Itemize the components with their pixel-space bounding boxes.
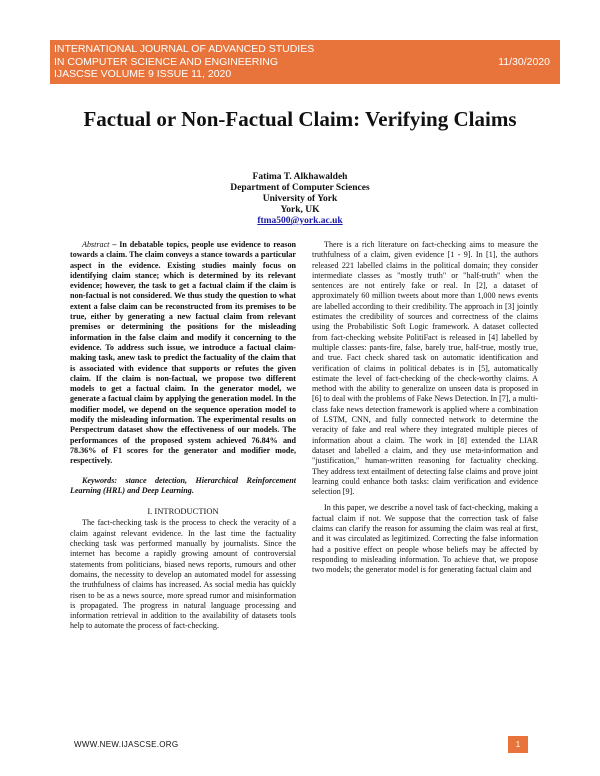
page-number: 1: [508, 736, 528, 753]
author-email-link[interactable]: ftma500@york.ac.uk: [257, 216, 343, 226]
footer-website-link[interactable]: WWW.NEW.IJASCSE.ORG: [74, 740, 179, 749]
contribution-paragraph: In this paper, we describe a novel task of fact-checking, making a factual claim if not. We suppose that the correction task of false claims can clarify the reason for assuming the claim was real at first, and it was circulated as legitimized. Correcting the false information had a positive effect on people whose beliefs may be affected by responding to misleading information. To achieve that, we propose two models; the generator model is for generating factual claim and: [312, 503, 538, 575]
author-university: University of York: [262, 194, 338, 204]
author-department: Department of Computer Sciences: [230, 183, 370, 193]
paper-title: Factual or Non-Factual Claim: Verifying Claims: [83, 107, 517, 131]
abstract: [70, 240, 296, 467]
keywords: Keywords: stance detection, Hierarchical Reinforcement Learning (HRL) and Deep Learning.: [70, 475, 296, 495]
journal-banner: [50, 40, 560, 84]
journal-name-line2: IN COMPUTER SCIENCE AND ENGINEERING: [54, 55, 279, 68]
author-name: Fatima T. Alkhawaldeh: [252, 172, 348, 182]
author-block: [100, 172, 500, 227]
related-work-paragraph: There is a rich literature on fact-checking aims to measure the truthfulness of a claim, given evidence [1 - 9]. In [1], the authors released 221 labelled claims in the political domain; they consider intermediate classes as "mostly truth" or "half-truth" when the sentences are not entirely fake or real. In [2], a dataset of approximately 60 million tweets about more than 1,000 news events are labelled according to their credibility. The approach in [3] jointly estimates the credibility of sources and correctness of the claims using the Probabilistic Soft Logic framework. A dataset collected from fact-checking website PolitiFact is released in [4] labelled by multiple classes: pants-fire, false, barely true, half-true, mostly true, and true. Fact check shared task on automatic identification and verification of claims in political debates is in [5], automatically estimate the level of fact-checking of the check-worthy claims. A method with the ability to generalize on unseen data is proposed in [6] to deal with the problems of Fake News Detection. In [7], a multi-class fake news detection framework is applied where a combination of LSTM, CNN, and fully connected network to determine the veracity of fake and real where they integrated multiple pieces of information about a claim. The work in [8] extended the LIAR dataset and labelled a claim, and they use meta-information and "justification," human-written reasoning for factuality checking. They address text entailment of detecting false claims and prove joint learning could enhance both tasks: claim verification and evidence selection [9].: [312, 240, 538, 497]
publication-date: 11/30/2020: [498, 56, 550, 68]
introduction-paragraph: The fact-checking task is the process to check the veracity of a claim against relevant evidence. In the last time the factuality checking task was performed manually by journalists. Since the internet has become a rapidly growing amount of controversial statements from politicians, biased news reports, rumours and other domains, the necessity to develop an automated model for assessing the truthfulness of claims has increased. As social media has quickly risen to be as a news source, more spread rumor and misinformation is propagated. The progress in natural language processing and information retrieval in addition to the availability of datasets tools help to automate the process of fact-checking.: [70, 518, 296, 631]
left-column: [70, 240, 296, 632]
author-location: York, UK: [280, 205, 320, 215]
journal-name-line1: INTERNATIONAL JOURNAL OF ADVANCED STUDIES: [54, 43, 315, 55]
abstract-text: – In debatable topics, people use evidence to reason towards a claim. The claim conveys a stance towards a particular aspect in the evidence. Existing studies mainly focus on identifying claim stance; which is determined by its relevant evidence; however, the task to get a factual claim if the claim is non-factual is not considered. We thus study the question to what extent a false claim can be reconstructed from its premises to be true, either by generating a new factual claim from relevant premises or determining the positions for the misleading information in the false claim and modify it concerning to the evidence. To address such issue, we introduce a factual claim-making task, anew task to predict the factuality of the claim that is associated with evidence that supports or refutes the given claim. If the claim is non-factual, we propose two different models to get a factual claim. In the generator model, we generate a factual claim by applying the generation model. In the modifier model, we depend on the sequence operation model to modify the misleading information. The experimental results on Perspectrum dataset show the effectiveness of our models. The performances of the proposed system achieved 76.84% and 78.36% of F1 scores for the generator and modifier mode, respectively.: [70, 240, 296, 466]
journal-volume: IJASCSE VOLUME 9 ISSUE 11, 2020: [54, 68, 232, 81]
journal-header: [54, 43, 314, 81]
right-column: [312, 240, 538, 576]
section-heading-introduction: I. INTRODUCTION: [147, 506, 219, 517]
abstract-label: Abstract: [82, 240, 110, 249]
